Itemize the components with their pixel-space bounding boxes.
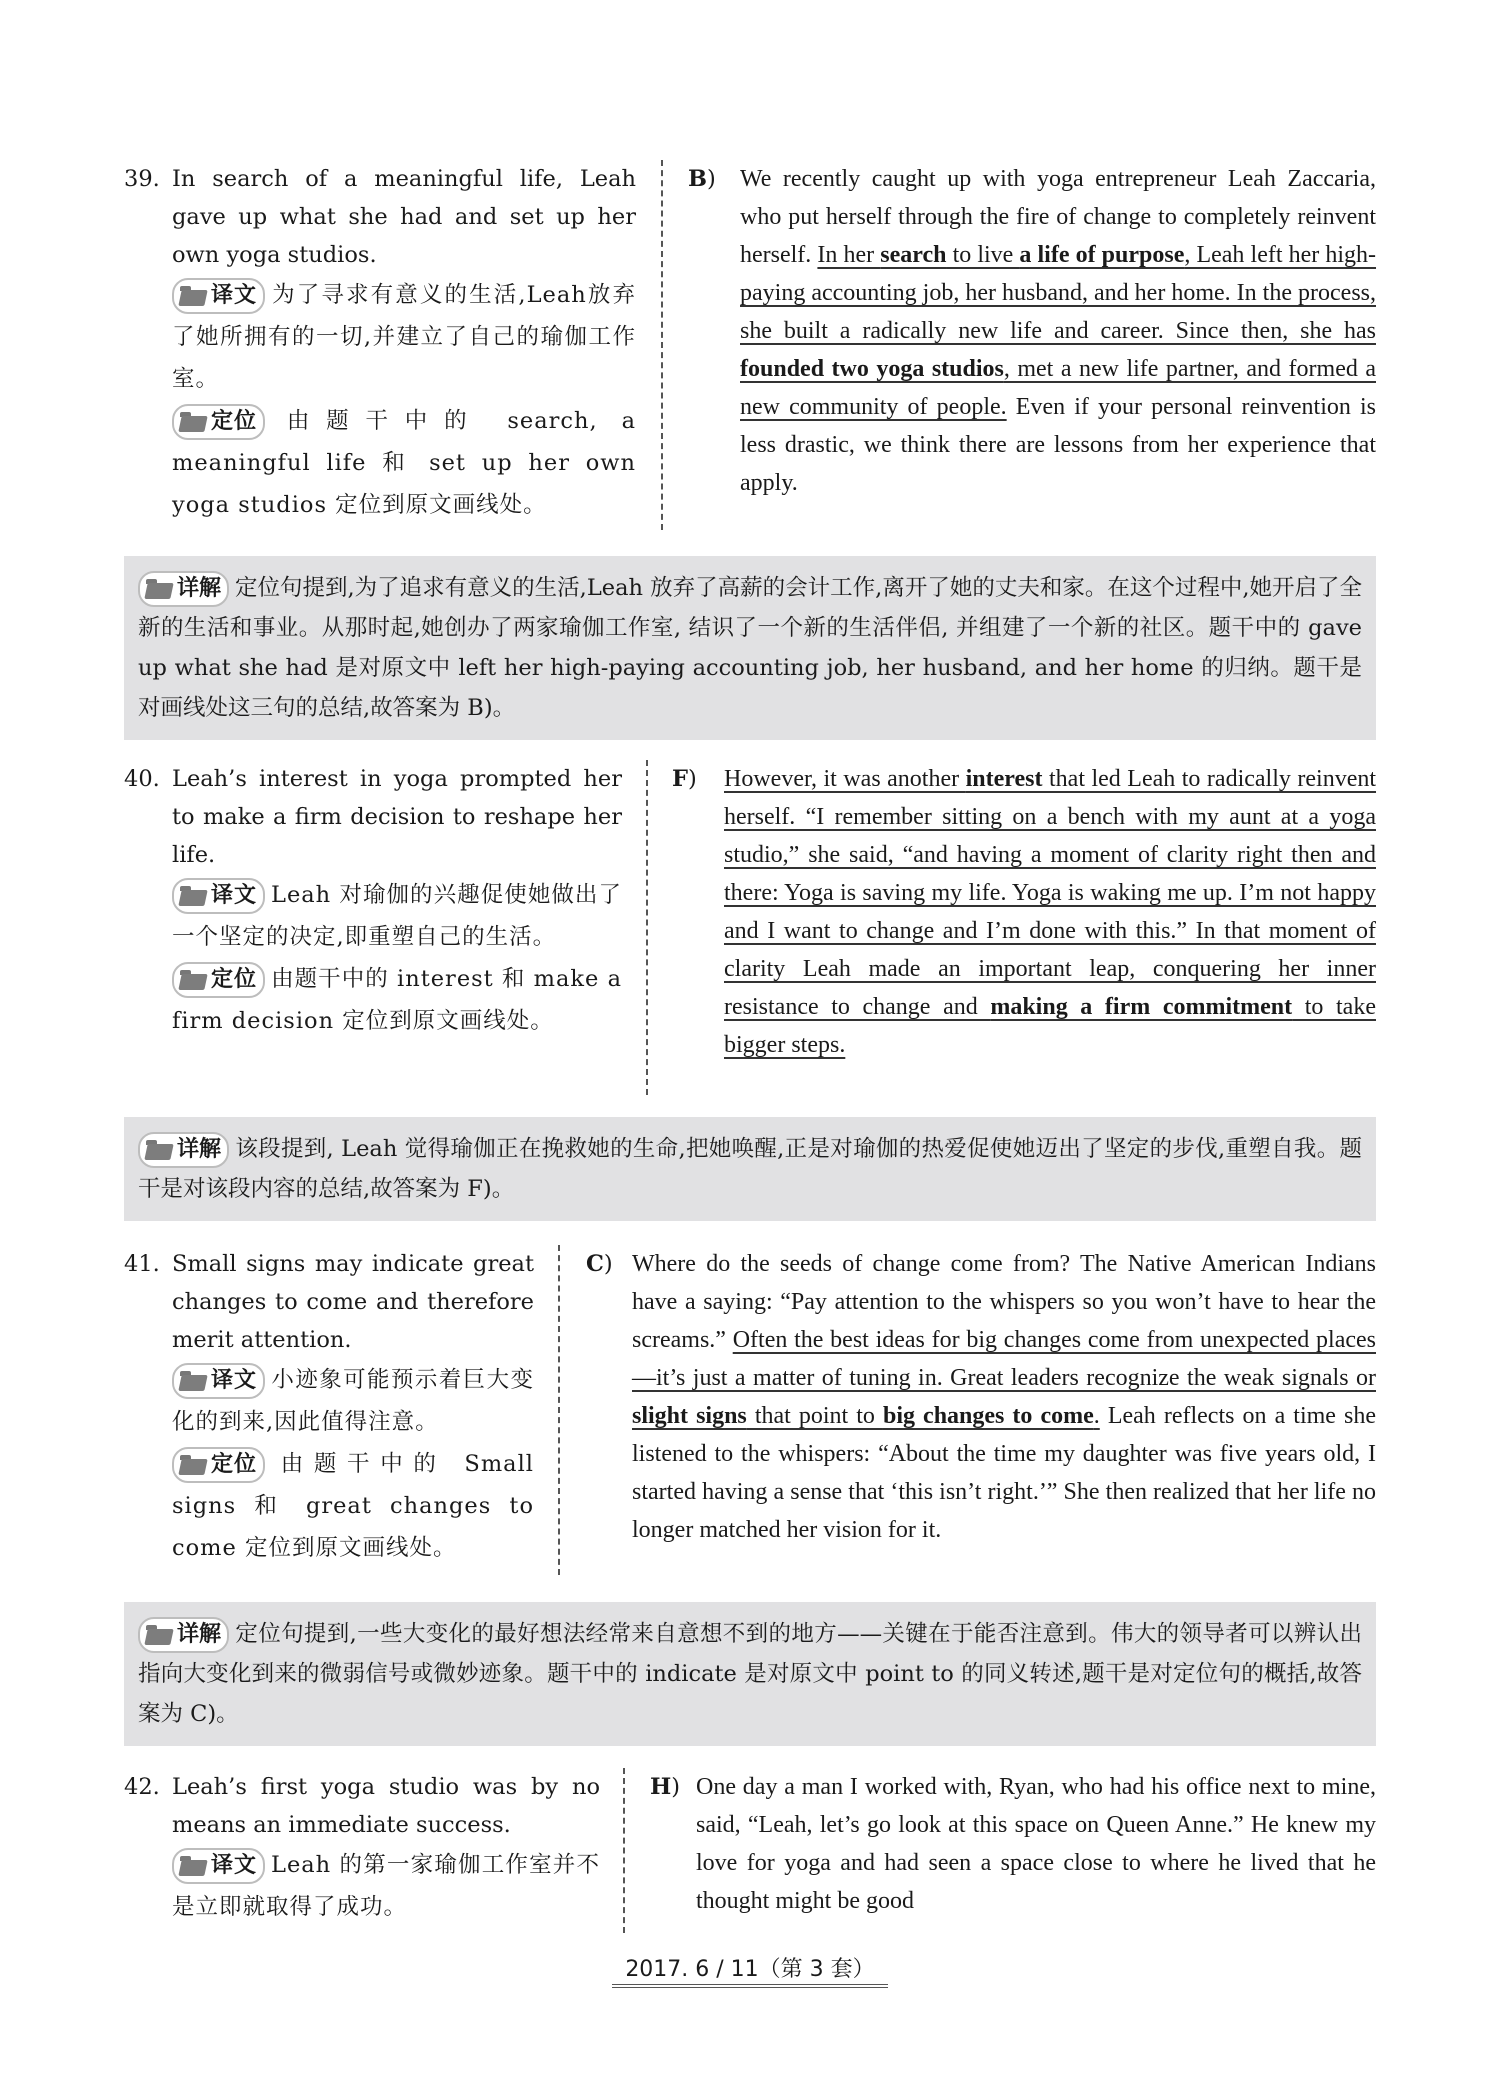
keyword: search — [880, 242, 947, 268]
explanation-text: 定位句提到,为了追求有意义的生活,Leah 放弃了高薪的会计工作,离开了她的丈夫和家。在这个过程中,她开启了全新的生活和事业。从那时起,她创办了两家瑜伽工作室, 结识了一个新的生活伴侣, 并组建了一个新的社区。题干中的 gave up what she had 是对原文中 left her high-paying accounting job, her husband, and her home 的归纳。题干是对画线处这三句的总结,故答案为 B)。 — [138, 575, 1362, 721]
column-divider — [646, 760, 648, 1095]
passage-text: In her — [817, 242, 881, 268]
translation-badge: 译文 — [172, 878, 265, 914]
explanation-text: 定位句提到,一些大变化的最好想法经常来自意想不到的地方——关键在于能否注意到。伟大的领导者可以辨认出指向大变化到来的微弱信号或微妙迹象。题干中的 indicate 是对原文中 point to 的同义转述,题干是对定位句的概括,故答案为 C)。 — [138, 1621, 1362, 1727]
passage-text: . — [1093, 1403, 1100, 1429]
location-badge: 定位 — [172, 1447, 265, 1483]
location-text: 由题干中的 interest 和 make a firm decision 定位到原文画线处。 — [172, 966, 622, 1034]
passage-text: However, it was another — [724, 766, 966, 792]
keyword: slight signs — [632, 1403, 747, 1429]
question-39-row — [124, 160, 1376, 530]
passage-text: Often the best ideas for big changes come from unexpected places—it’s just a matter of tuning in. Great leaders recognize the weak signals or — [632, 1327, 1376, 1391]
keyword: interest — [965, 766, 1043, 792]
explanation-box-40 — [124, 1117, 1376, 1221]
translation-text: Leah 对瑜伽的兴趣促使她做出了一个坚定的决定,即重塑自己的生活。 — [172, 882, 622, 950]
folder-icon — [180, 1856, 206, 1876]
question-40-stem — [124, 760, 622, 1042]
keyword: founded two yoga studios — [740, 356, 1004, 382]
question-41-row — [124, 1245, 1376, 1575]
option-passage — [632, 1245, 1376, 1549]
location-badge: 定位 — [172, 962, 265, 998]
column-divider — [558, 1245, 560, 1575]
location-text: 由题干中的 search, a meaningful life 和 set up her own yoga studios 定位到原文画线处。 — [172, 408, 636, 518]
question-42-stem — [124, 1768, 600, 1928]
location-block — [172, 400, 636, 526]
passage-text: to live — [946, 242, 1020, 268]
option-letter: H) — [650, 1774, 681, 1800]
question-number: 42. — [124, 1774, 160, 1800]
location-badge: 定位 — [172, 404, 265, 440]
folder-icon — [180, 1455, 206, 1475]
passage-text: , Leah left her high-paying accounting job, her husband, and her home. In the process, she built a radically new life and career. Since then, she has — [740, 242, 1377, 344]
passage-text: We recently caught up with yoga entrepreneur Leah Zaccaria, who put herself through the fire of change to completely reinvent herself. — [740, 166, 1376, 268]
option-passage — [696, 1768, 1376, 1920]
passage-text: One day a man I worked with, Ryan, who had his office next to mine, said, “Leah, let’s go look at this space on Queen Anne.” He knew my love for yoga and had seen a space close to where he lived that he thought might be good — [696, 1774, 1376, 1914]
question-42-row — [124, 1768, 1376, 1938]
passage-text: that point to — [746, 1403, 883, 1429]
explanation-badge: 详解 — [138, 1617, 229, 1653]
option-letter: B) — [688, 166, 716, 192]
explanation-badge: 详解 — [138, 1132, 229, 1168]
passage-text: to take bigger steps. — [724, 994, 1376, 1058]
question-statement: In search of a meaningful life, Leah gave up what she had and set up her own yoga studios. — [172, 166, 636, 268]
explanation-box-41 — [124, 1602, 1376, 1746]
translation-text: Leah 的第一家瑜伽工作室并不是立即就取得了成功。 — [172, 1852, 600, 1920]
location-text: 由题干中的 Small signs 和 great changes to come 定位到原文画线处。 — [172, 1451, 534, 1561]
translation-block — [172, 874, 622, 958]
question-number: 40. — [124, 766, 160, 792]
folder-icon — [146, 1625, 172, 1645]
option-passage — [740, 160, 1376, 502]
option-letter: C) — [586, 1251, 613, 1277]
location-block — [172, 958, 622, 1042]
explanation-text: 该段提到, Leah 觉得瑜伽正在挽救她的生命,把她唤醒,正是对瑜伽的热爱促使她迈出了坚定的步伐,重塑自我。题干是对该段内容的总结,故答案为 F)。 — [138, 1136, 1362, 1202]
translation-text: 小迹象可能预示着巨大变化的到来,因此值得注意。 — [172, 1367, 534, 1435]
passage-text: , met a new life partner, and formed a new community of people. — [740, 356, 1376, 420]
question-39-stem — [124, 160, 636, 526]
folder-icon — [146, 1140, 172, 1160]
passage-text: Leah reflects on a time she listened to the whispers: “About the time my daughter was five years old, I started having a sense that ‘this isn’t right.’” She then realized that her life no longer matched her vision for it. — [632, 1403, 1376, 1543]
folder-icon — [180, 1371, 206, 1391]
translation-block — [172, 1844, 600, 1928]
explanation-badge: 详解 — [138, 571, 229, 607]
keyword: a life of purpose — [1019, 242, 1185, 268]
translation-badge: 译文 — [172, 1363, 265, 1399]
question-number: 39. — [124, 166, 160, 192]
question-41-stem — [124, 1245, 534, 1569]
option-letter: F) — [672, 766, 697, 792]
keyword: making a firm commitment — [990, 994, 1293, 1020]
option-passage — [724, 760, 1376, 1064]
translation-block — [172, 1359, 534, 1443]
underlined-key-sentence — [724, 766, 1376, 1058]
question-number: 41. — [124, 1251, 160, 1277]
passage-text: that led Leah to radically reinvent herself. “I remember sitting on a bench with my aunt at a yoga studio,” she said, “and having a moment of clarity right then and there: Yoga is saving my life. Yoga is waking me up. I’m not happy and I want to change and I’m done with this.” In that moment of clarity Leah made an important leap, conquering her inner resistance to change and — [724, 766, 1377, 1020]
question-40-row — [124, 760, 1376, 1100]
question-statement: Leah’s interest in yoga prompted her to make a firm decision to reshape her life. — [172, 766, 622, 868]
folder-icon — [180, 886, 206, 906]
translation-badge: 译文 — [172, 1848, 265, 1884]
folder-icon — [146, 579, 172, 599]
passage-text: Even if your personal reinvention is less drastic, we think there are lessons from her experience that apply. — [740, 394, 1376, 496]
page-footer: 2017. 6 / 11（第 3 套） — [612, 1952, 888, 1988]
column-divider — [623, 1768, 625, 1933]
question-statement: Leah’s first yoga studio was by no means an immediate success. — [172, 1774, 600, 1838]
column-divider — [661, 160, 663, 530]
folder-icon — [180, 970, 206, 990]
explanation-box-39 — [124, 556, 1376, 740]
question-statement: Small signs may indicate great changes to come and therefore merit attention. — [172, 1251, 534, 1353]
folder-icon — [180, 412, 206, 432]
passage-text: Where do the seeds of change come from? The Native American Indians have a saying: “Pay attention to the whispers so you won’t have to hear the screams.” — [632, 1251, 1376, 1353]
translation-block — [172, 274, 636, 400]
translation-text: 为了寻求有意义的生活,Leah放弃了她所拥有的一切,并建立了自己的瑜伽工作室。 — [172, 282, 636, 392]
keyword: big changes to come — [882, 1403, 1094, 1429]
folder-icon — [180, 286, 206, 306]
location-block — [172, 1443, 534, 1569]
translation-badge: 译文 — [172, 278, 265, 314]
